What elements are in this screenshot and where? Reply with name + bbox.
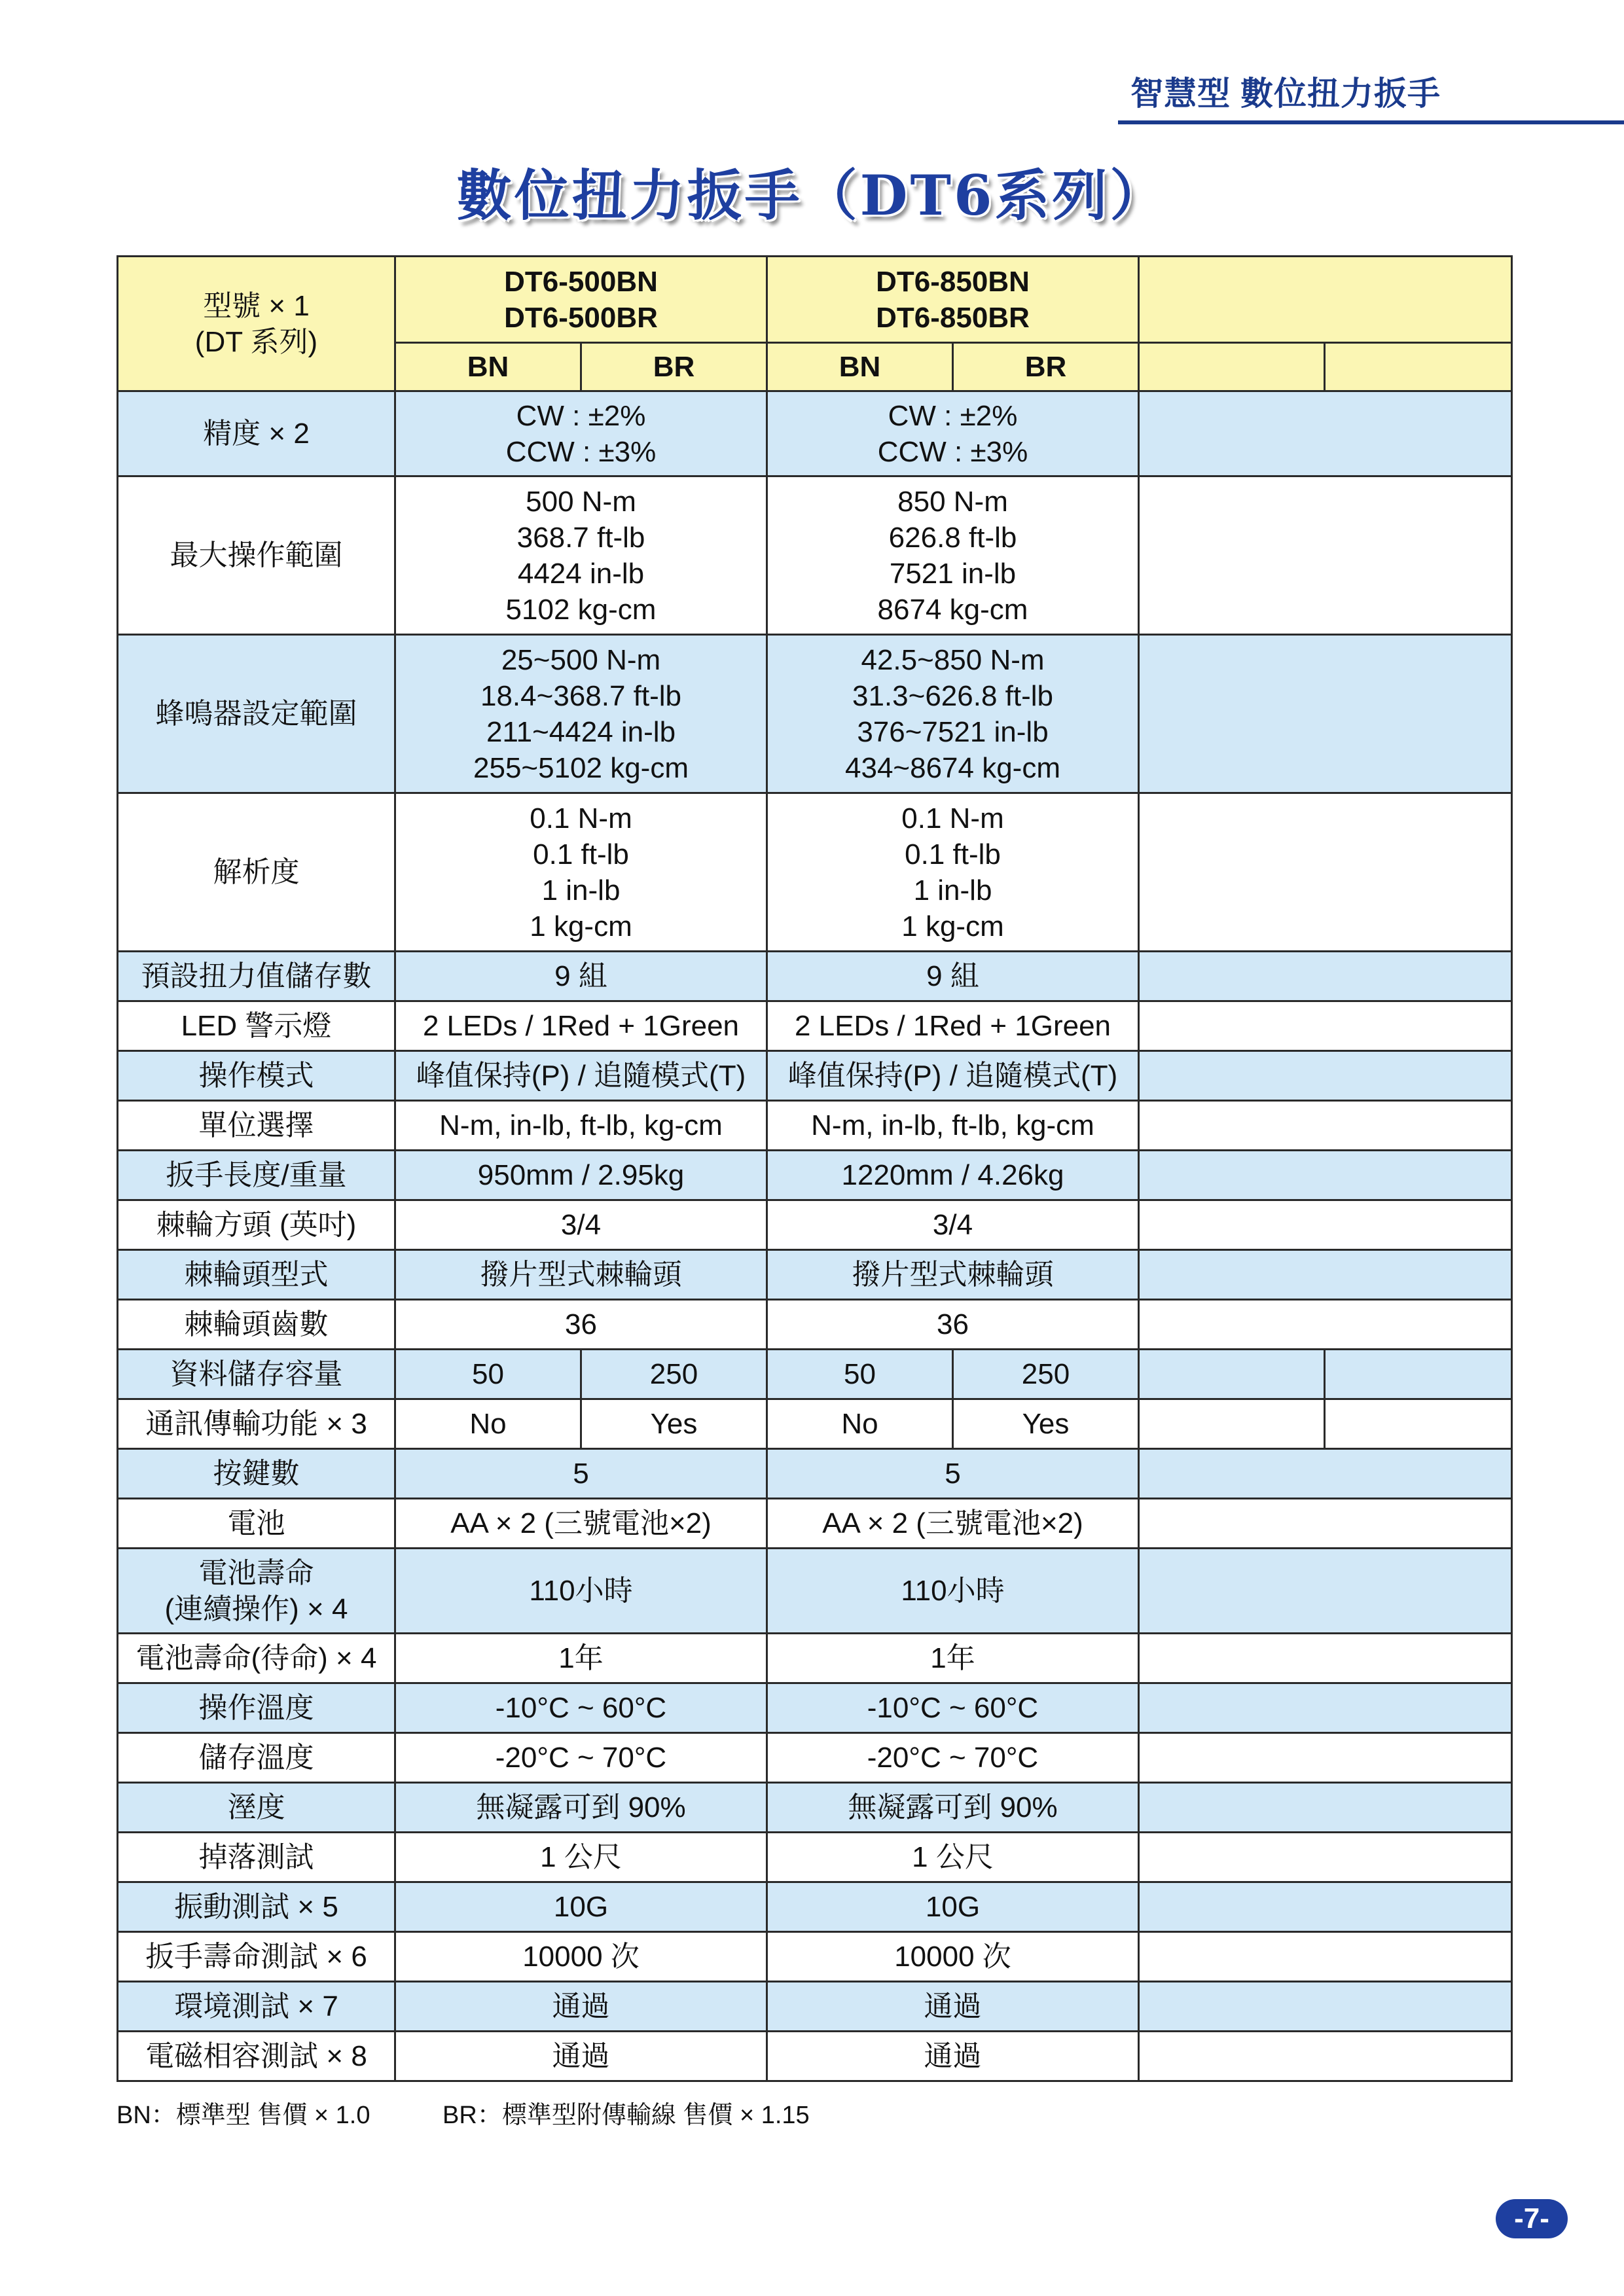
model-label: 型號 × 1 (DT 系列) <box>118 257 395 391</box>
spec-value <box>1139 2032 1512 2081</box>
spec-value: 36 <box>767 1300 1139 1350</box>
spec-label: 扳手壽命測試 × 6 <box>118 1932 395 1982</box>
spec-label: 精度 × 2 <box>118 391 395 476</box>
spec-value: Yes <box>953 1399 1139 1449</box>
spec-label: 儲存溫度 <box>118 1733 395 1783</box>
spec-value: 25~500 N-m 18.4~368.7 ft-lb 211~4424 in-lb 255~5102 kg-cm <box>395 635 767 793</box>
spec-value: 50 <box>395 1350 581 1399</box>
spec-value <box>1139 1549 1512 1634</box>
spec-value <box>1139 1001 1512 1051</box>
spec-label: 掉落測試 <box>118 1833 395 1882</box>
page-title: 數位扭力扳手（DT6系列） <box>456 163 1168 228</box>
spec-label: 棘輪頭齒數 <box>118 1300 395 1350</box>
spec-value <box>1139 1733 1512 1783</box>
variant-label: BR <box>953 343 1139 391</box>
spec-value <box>1139 1399 1325 1449</box>
spec-value: -20°C ~ 70°C <box>395 1733 767 1783</box>
spec-value <box>1139 793 1512 952</box>
spec-label: 最大操作範圍 <box>118 476 395 635</box>
spec-row <box>118 1001 1512 1051</box>
spec-value: -20°C ~ 70°C <box>767 1733 1139 1783</box>
spec-value: N-m, in-lb, ft-lb, kg-cm <box>395 1101 767 1151</box>
spec-value: 1年 <box>767 1634 1139 1683</box>
spec-value: 1220mm / 4.26kg <box>767 1151 1139 1200</box>
spec-value <box>1139 1151 1512 1200</box>
spec-value: 50 <box>767 1350 953 1399</box>
spec-value: 無凝露可到 90% <box>767 1783 1139 1833</box>
spec-value: -10°C ~ 60°C <box>395 1683 767 1733</box>
spec-row <box>118 1350 1512 1399</box>
spec-value <box>1139 1634 1512 1683</box>
spec-value: Yes <box>581 1399 767 1449</box>
spec-value: 通過 <box>395 2032 767 2081</box>
spec-value: 10000 次 <box>767 1932 1139 1982</box>
spec-value: -10°C ~ 60°C <box>767 1683 1139 1733</box>
spec-row <box>118 952 1512 1001</box>
spec-value <box>1325 1350 1512 1399</box>
spec-value <box>1139 1300 1512 1350</box>
spec-value: 通過 <box>767 2032 1139 2081</box>
variant-label <box>1139 343 1325 391</box>
spec-value: 1 公尺 <box>767 1833 1139 1882</box>
spec-value: 36 <box>395 1300 767 1350</box>
spec-label: 資料儲存容量 <box>118 1350 395 1399</box>
spec-row <box>118 1151 1512 1200</box>
spec-row <box>118 1833 1512 1882</box>
model-name: DT6-850BN DT6-850BR <box>767 257 1139 343</box>
spec-label: 溼度 <box>118 1783 395 1833</box>
spec-value <box>1139 1882 1512 1932</box>
spec-value <box>1139 952 1512 1001</box>
spec-value <box>1139 1833 1512 1882</box>
spec-row <box>118 1982 1512 2032</box>
spec-label: 振動測試 × 5 <box>118 1882 395 1932</box>
spec-value <box>1139 476 1512 635</box>
spec-label: 按鍵數 <box>118 1449 395 1499</box>
spec-row <box>118 1449 1512 1499</box>
spec-row <box>118 1783 1512 1833</box>
spec-value <box>1139 1683 1512 1733</box>
spec-row <box>118 1549 1512 1634</box>
spec-value: N-m, in-lb, ft-lb, kg-cm <box>767 1101 1139 1151</box>
spec-label: LED 警示燈 <box>118 1001 395 1051</box>
spec-value: 2 LEDs / 1Red + 1Green <box>395 1001 767 1051</box>
spec-table <box>117 255 1513 2082</box>
spec-row <box>118 1733 1512 1783</box>
spec-value: CW : ±2% CCW : ±3% <box>395 391 767 476</box>
spec-value: 5 <box>767 1449 1139 1499</box>
spec-label: 扳手長度/重量 <box>118 1151 395 1200</box>
spec-row <box>118 1200 1512 1250</box>
spec-value: 10000 次 <box>395 1932 767 1982</box>
spec-value: 3/4 <box>767 1200 1139 1250</box>
spec-value: 850 N-m 626.8 ft-lb 7521 in-lb 8674 kg-cm <box>767 476 1139 635</box>
spec-value: 1 公尺 <box>395 1833 767 1882</box>
spec-label: 解析度 <box>118 793 395 952</box>
spec-label: 棘輪方頭 (英吋) <box>118 1200 395 1250</box>
spec-value: 10G <box>395 1882 767 1932</box>
spec-value: No <box>767 1399 953 1449</box>
spec-value <box>1325 1399 1512 1449</box>
spec-label: 單位選擇 <box>118 1101 395 1151</box>
spec-row <box>118 1932 1512 1982</box>
spec-value: 0.1 N-m 0.1 ft-lb 1 in-lb 1 kg-cm <box>395 793 767 952</box>
variant-label <box>1325 343 1512 391</box>
spec-value: 撥片型式棘輪頭 <box>767 1250 1139 1300</box>
spec-label: 電池壽命 (連續操作) × 4 <box>118 1549 395 1634</box>
spec-value: 3/4 <box>395 1200 767 1250</box>
spec-value: 1年 <box>395 1634 767 1683</box>
spec-label: 通訊傳輸功能 × 3 <box>118 1399 395 1449</box>
spec-value <box>1139 1499 1512 1549</box>
spec-value: 9 組 <box>395 952 767 1001</box>
spec-value: 500 N-m 368.7 ft-lb 4424 in-lb 5102 kg-cm <box>395 476 767 635</box>
model-header-row <box>118 257 1512 343</box>
spec-value <box>1139 1932 1512 1982</box>
page-number: -7- <box>1496 2199 1568 2238</box>
spec-value: 通過 <box>767 1982 1139 2032</box>
spec-label: 電池 <box>118 1499 395 1549</box>
spec-row <box>118 2032 1512 2081</box>
spec-row <box>118 793 1512 952</box>
spec-label: 預設扭力值儲存數 <box>118 952 395 1001</box>
spec-label: 操作模式 <box>118 1051 395 1101</box>
spec-value: 峰值保持(P) / 追隨模式(T) <box>395 1051 767 1101</box>
spec-value: 通過 <box>395 1982 767 2032</box>
spec-row <box>118 1399 1512 1449</box>
spec-value: 5 <box>395 1449 767 1499</box>
spec-row <box>118 1051 1512 1101</box>
spec-value: AA × 2 (三號電池×2) <box>767 1499 1139 1549</box>
spec-row <box>118 1882 1512 1932</box>
spec-value <box>1139 1449 1512 1499</box>
spec-value: 250 <box>581 1350 767 1399</box>
spec-row <box>118 635 1512 793</box>
spec-value: 10G <box>767 1882 1139 1932</box>
spec-value: 2 LEDs / 1Red + 1Green <box>767 1001 1139 1051</box>
variant-label: BN <box>767 343 953 391</box>
spec-row <box>118 1300 1512 1350</box>
spec-value: AA × 2 (三號電池×2) <box>395 1499 767 1549</box>
spec-value <box>1139 1982 1512 2032</box>
spec-value: 峰值保持(P) / 追隨模式(T) <box>767 1051 1139 1101</box>
spec-value <box>1139 1250 1512 1300</box>
spec-row <box>118 476 1512 635</box>
spec-row <box>118 391 1512 476</box>
spec-value: 42.5~850 N-m 31.3~626.8 ft-lb 376~7521 in-lb 434~8674 kg-cm <box>767 635 1139 793</box>
spec-value: 250 <box>953 1350 1139 1399</box>
spec-value <box>1139 635 1512 793</box>
spec-label: 電池壽命(待命) × 4 <box>118 1634 395 1683</box>
footnote-br: BR：標準型附傳輸線 售價 × 1.15 <box>442 2102 810 2129</box>
page-header <box>1118 71 1624 117</box>
spec-value <box>1139 391 1512 476</box>
spec-value <box>1139 1200 1512 1250</box>
model-name: DT6-500BN DT6-500BR <box>395 257 767 343</box>
spec-value: 9 組 <box>767 952 1139 1001</box>
spec-label: 蜂鳴器設定範圍 <box>118 635 395 793</box>
spec-row <box>118 1250 1512 1300</box>
spec-label: 棘輪頭型式 <box>118 1250 395 1300</box>
spec-label: 環境測試 × 7 <box>118 1982 395 2032</box>
spec-value: 撥片型式棘輪頭 <box>395 1250 767 1300</box>
spec-row <box>118 1101 1512 1151</box>
spec-value: 0.1 N-m 0.1 ft-lb 1 in-lb 1 kg-cm <box>767 793 1139 952</box>
header-text: 智慧型 數位扭力扳手 <box>1130 75 1441 112</box>
spec-value: CW : ±2% CCW : ±3% <box>767 391 1139 476</box>
model-name <box>1139 257 1512 343</box>
footnotes <box>117 2094 875 2130</box>
spec-label: 操作溫度 <box>118 1683 395 1733</box>
spec-value: No <box>395 1399 581 1449</box>
spec-value: 950mm / 2.95kg <box>395 1151 767 1200</box>
spec-value: 110小時 <box>767 1549 1139 1634</box>
spec-value <box>1139 1051 1512 1101</box>
spec-row <box>118 1499 1512 1549</box>
footnote-bn: BN：標準型 售價 × 1.0 <box>117 2102 370 2129</box>
spec-label: 電磁相容測試 × 8 <box>118 2032 395 2081</box>
spec-row <box>118 1683 1512 1733</box>
spec-value <box>1139 1783 1512 1833</box>
header-rule <box>1118 120 1624 124</box>
spec-value: 無凝露可到 90% <box>395 1783 767 1833</box>
variant-label: BR <box>581 343 767 391</box>
spec-value <box>1139 1101 1512 1151</box>
variant-label: BN <box>395 343 581 391</box>
spec-value: 110小時 <box>395 1549 767 1634</box>
spec-row <box>118 1634 1512 1683</box>
spec-value <box>1139 1350 1325 1399</box>
